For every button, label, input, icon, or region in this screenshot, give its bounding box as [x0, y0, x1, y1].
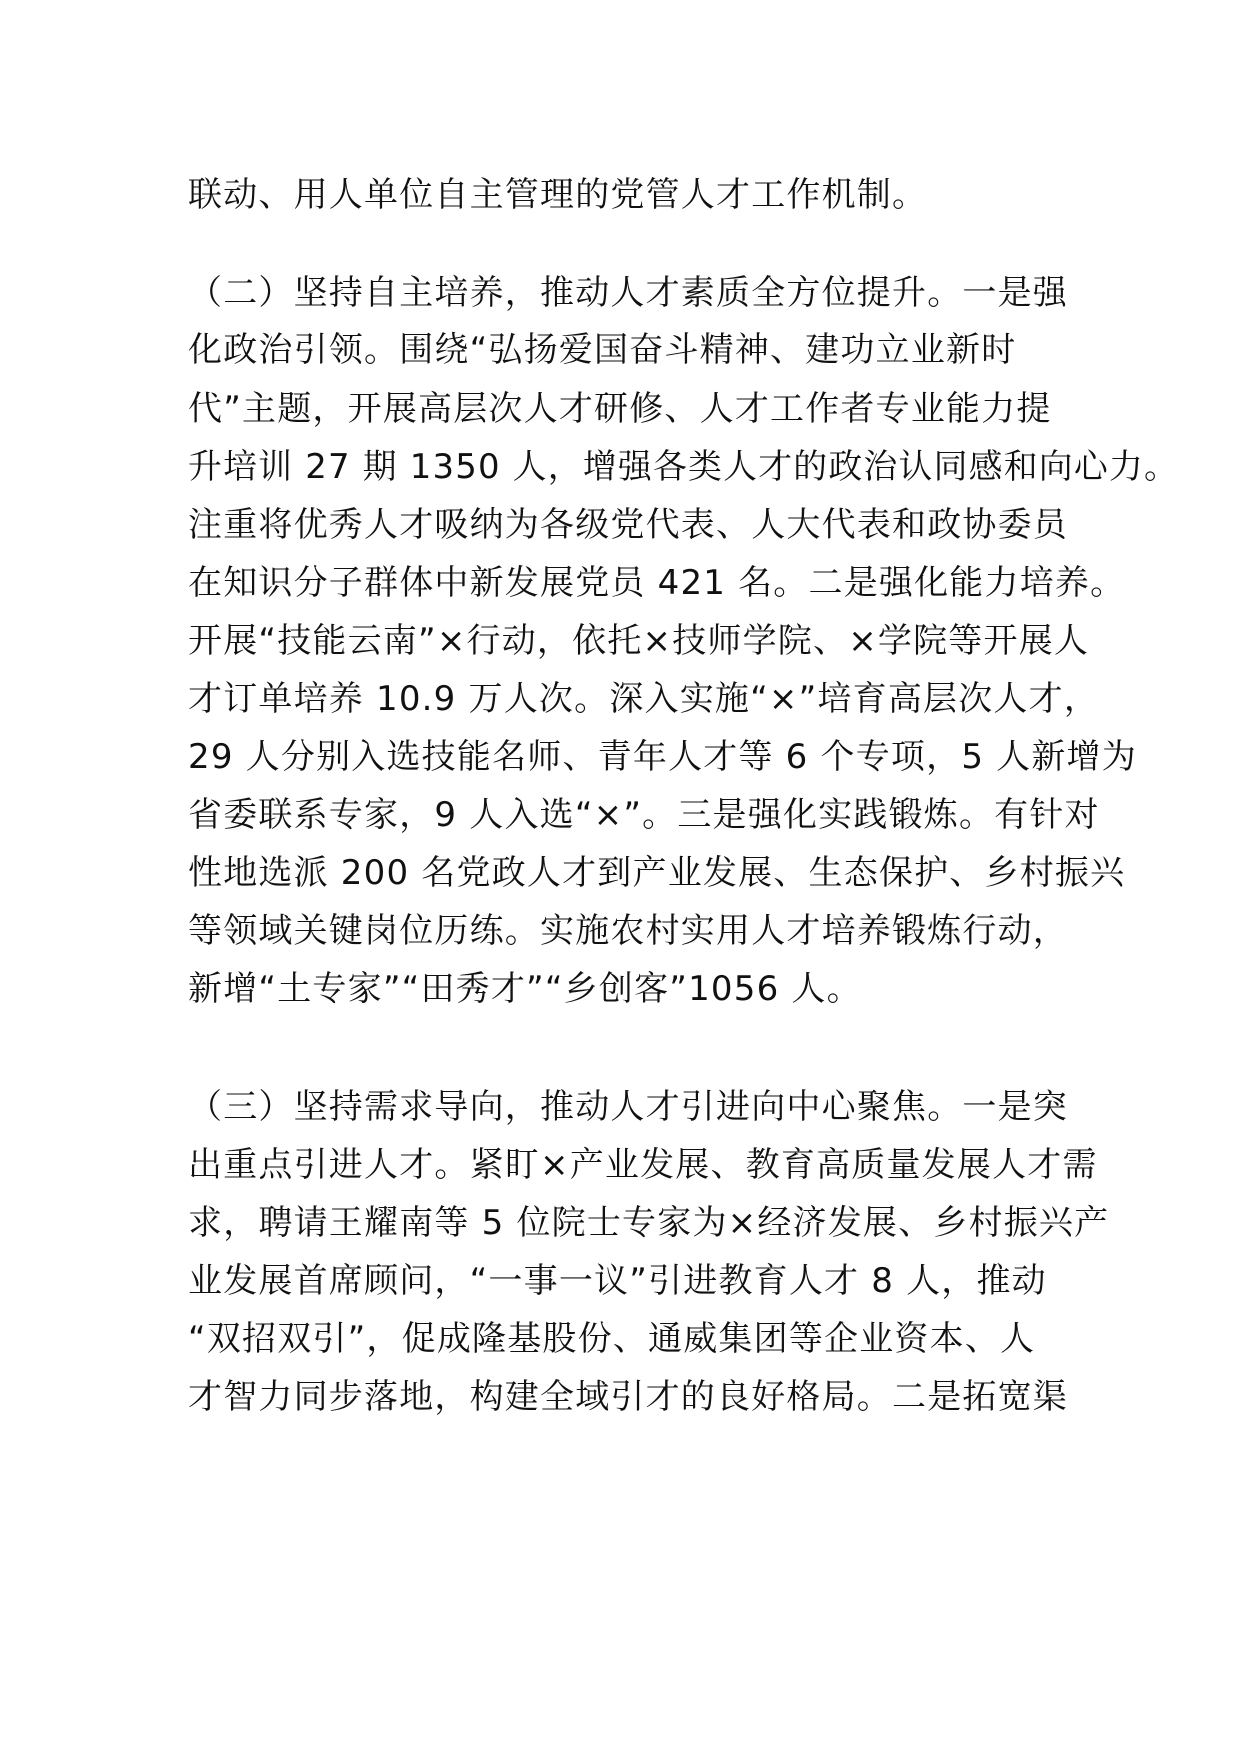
text-line: 代”主题，开展高层次人才研修、人才工作者专业能力提 [188, 389, 1052, 429]
text-line: 注重将优秀人才吸纳为各级党代表、人大代表和政协委员 [188, 505, 1068, 545]
text-line: 开展“技能云南”×行动，依托×技师学院、×学院等开展人 [188, 621, 1090, 661]
text-line: 升培训 27 期 1350 人，增强各类人才的政治认同感和向心力。 [188, 447, 1180, 486]
text-line: 联动、用人单位自主管理的党管人才工作机制。 [188, 175, 928, 215]
text-line: 业发展首席顾问，“一事一议”引进教育人才 8 人，推动 [188, 1261, 1047, 1301]
text-line: （三）坚持需求导向，推动人才引进向中心聚焦。一是突 [188, 1087, 1068, 1127]
text-line: （二）坚持自主培养，推动人才素质全方位提升。一是强 [188, 273, 1068, 313]
text-line: 才订单培养 10.9 万人次。深入实施“×”培育高层次人才， [188, 679, 1100, 719]
text-line: 等领域关键岗位历练。实施农村实用人才培养锻炼行动， [188, 911, 1068, 951]
text-line: 才智力同步落地，构建全域引才的良好格局。二是拓宽渠 [188, 1377, 1068, 1417]
text-line: 新增“土专家”“田秀才”“乡创客”1056 人。 [188, 969, 862, 1009]
text-line: 出重点引进人才。紧盯×产业发展、教育高质量发展人才需 [188, 1145, 1098, 1185]
text-line: 求，聘请王耀南等 5 位院士专家为×经济发展、乡村振兴产 [188, 1203, 1110, 1243]
text-line: “双招双引”，促成隆基股份、通威集团等企业资本、人 [188, 1319, 1036, 1359]
text-line: 化政治引领。围绕“弘扬爱国奋斗精神、建功立业新时 [188, 330, 1017, 370]
text-line: 在知识分子群体中新发展党员 421 名。二是强化能力培养。 [188, 563, 1126, 603]
text-line: 性地选派 200 名党政人才到产业发展、生态保护、乡村振兴 [188, 853, 1126, 893]
text-line: 省委联系专家，9 人入选“×”。三是强化实践锻炼。有针对 [188, 795, 1100, 835]
text-line: 29 人分别入选技能名师、青年人才等 6 个专项，5 人新增为 [188, 737, 1137, 777]
